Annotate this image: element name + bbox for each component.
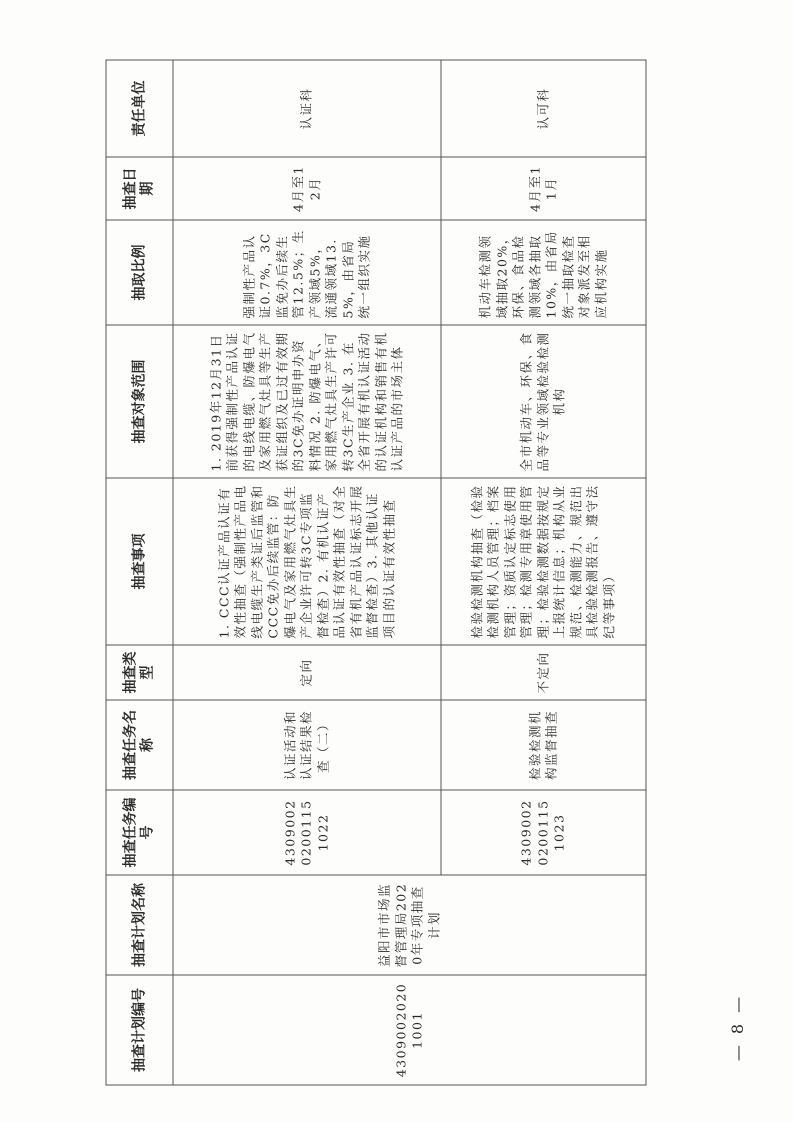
plan-name-cell: 益阳市市场监督管理局2020年专项抽查计划: [173, 875, 646, 975]
ratio-cell: 强制性产品认证0.7%，3C监免办后续生管12.5%；生产领域5%，流通领域13.5%，由省局统一组织实施: [173, 220, 441, 325]
page-number: — 8 —: [728, 993, 748, 1062]
rotated-table-container: [106, 61, 646, 1086]
unit-cell: 认可科: [441, 60, 646, 157]
header-plan-name: 抽查计划名称: [106, 875, 173, 975]
header-task-name: 抽查任务名称: [106, 700, 173, 790]
task-no-cell: 430900202001151022: [173, 790, 441, 875]
task-name-cell: 认证活动和认证结果检查（二）: [173, 700, 441, 790]
scope-cell: 1. 2019年12月31日前获得强制性产品认证的电线电缆、防爆电气及家用燃气灶具等生产获证组织及已过有效期的3C免办证明申办资料情况 2. 防爆电气、家用燃气灶具生产许可转3C生产企业 3. 在全省开展有机认证活动的认证机构和销售有机认证产品的市场主体: [173, 325, 441, 478]
task-no-cell: 430900202001151023: [441, 790, 646, 875]
header-scope: 抽查对象范围: [106, 325, 173, 478]
plan-no-cell: 43090020201001: [173, 975, 646, 1085]
unit-cell: 认证科: [173, 60, 441, 157]
header-plan-no: 抽查计划编号: [106, 975, 173, 1085]
header-items: 抽查事项: [106, 478, 173, 645]
items-cell: 1. CCC认证产品认证有效性抽查（强制性产品电线电缆生产类证后监管和CCC免办后续监管：防爆电气及家用燃气灶具生产企业许可转3C专项监督检查）2. 有机认证产品认证有效性抽查（对全省有机产品认证标志开展监督检查）3. 其他认证项目的认证有效性抽查: [173, 478, 441, 645]
header-ratio: 抽取比例: [106, 220, 173, 325]
header-unit: 责任单位: [106, 60, 173, 157]
items-cell: 检验检测机构抽查（检验检测机构人员管理；档案管理；资质认定标志使用管理；检测专用章使用管理；检验检测数据按规定上报统计信息；机构从业规范、检测能力、规范出具检验检测报告、遵守法纪等事项）: [441, 478, 646, 645]
task-name-cell: 检验检测机构监督抽查: [441, 700, 646, 790]
table-row: [173, 60, 441, 1085]
scope-cell: 全市机动车、环保、食品等专业领域检验检测机构: [441, 325, 646, 478]
type-cell: 不定向: [441, 645, 646, 700]
type-cell: 定向: [173, 645, 441, 700]
date-cell: 4月至11月: [441, 157, 646, 220]
spot-check-plan-table: [106, 60, 647, 1086]
header-type: 抽查类型: [106, 645, 173, 700]
ratio-cell: 机动车检测领域抽取20%，环保、食品检测领域各抽取10%，由省局统一抽取检查对象派发至相应机构实施: [441, 220, 646, 325]
date-cell: 4月至12月: [173, 157, 441, 220]
header-task-no: 抽查任务编号: [106, 790, 173, 875]
header-date: 抽查日期: [106, 157, 173, 220]
header-row: [106, 60, 173, 1085]
